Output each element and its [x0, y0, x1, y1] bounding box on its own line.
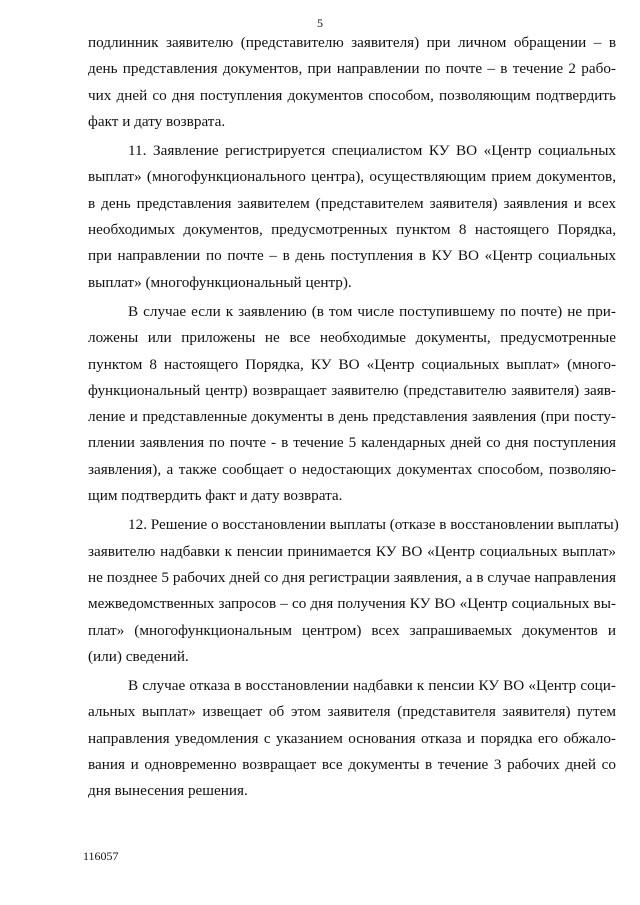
text-line: заявителю надбавки к пенсии принимается КУ ВО «Центр социальных выплат» — [88, 542, 616, 560]
document-code: 116057 — [83, 849, 119, 863]
text-line: ление и представленные документы в день представления заявления (при посту- — [88, 408, 616, 426]
text-line: не позднее 5 рабочих дней со дня регистрации заявления, а в случае направления — [88, 568, 616, 586]
text-line: пунктом 8 настоящего Порядка, КУ ВО «Центр социальных выплат» (много- — [88, 355, 616, 373]
text-line: в день представления заявителем (представителем заявителя) заявления и всех — [88, 194, 616, 212]
paragraph — [88, 299, 616, 509]
text-line: щим подтвердить факт и дату возврата. — [88, 487, 343, 505]
text-line: день представления документов, при направлении по почте – в течение 2 рабо- — [88, 60, 616, 78]
text-line: выплат» (многофункционального центра), осуществляющим прием документов, — [88, 168, 616, 186]
text-line: дня вынесения решения. — [88, 782, 248, 800]
page-number: 5 — [317, 16, 323, 30]
paragraph — [88, 30, 616, 135]
text-line: В случае отказа в восстановлении надбавки к пенсии КУ ВО «Центр соци- — [128, 677, 616, 695]
text-line: альных выплат» извещает об этом заявителя (представителя заявителя) путем — [88, 703, 616, 721]
paragraph — [88, 673, 616, 804]
text-line: плат» (многофункциональным центром) всех запрашиваемых документов и — [88, 621, 616, 639]
text-line: (или) сведений. — [88, 647, 189, 665]
text-line: В случае если к заявлению (в том числе поступившему по почте) не при- — [128, 302, 616, 320]
text-line: направления уведомления с указанием основания отказа и порядка его обжало- — [88, 729, 616, 747]
text-line: заявления), а также сообщает о недостающих документах способом, позволяю- — [88, 460, 616, 478]
text-line: плении заявления по почте - в течение 5 календарных дней со дня поступления — [88, 434, 616, 452]
text-line: при направлении по почте – в день поступления в КУ ВО «Центр социальных — [88, 247, 616, 265]
text-line: 12. Решение о восстановлении выплаты (отказе в восстановлении выплаты) — [128, 516, 619, 534]
text-line: 11. Заявление регистрируется специалистом КУ ВО «Центр социальных — [128, 142, 616, 160]
text-line: выплат» (многофункциональный центр). — [88, 273, 352, 291]
text-line: межведомственных запросов – со дня получения КУ ВО «Центр социальных вы- — [88, 595, 616, 613]
document-body — [88, 30, 619, 805]
text-line: функциональный центр) возвращает заявителю (представителю заявителя) заяв- — [88, 381, 616, 399]
text-line: подлинник заявителю (представителю заявителя) при личном обращении – в — [88, 34, 616, 51]
paragraph — [88, 138, 616, 296]
text-line: факт и дату возврата. — [88, 112, 226, 130]
text-line: ложены или приложены не все необходимые документы, предусмотренные — [88, 329, 616, 347]
text-line: необходимых документов, предусмотренных пунктом 8 настоящего Порядка, — [88, 221, 616, 239]
text-line: чих дней со дня поступления документов способом, позволяющим подтвердить — [88, 86, 616, 104]
text-line: вания и одновременно возвращает все документы в течение 3 рабочих дней со — [88, 756, 616, 774]
paragraph — [88, 512, 619, 670]
